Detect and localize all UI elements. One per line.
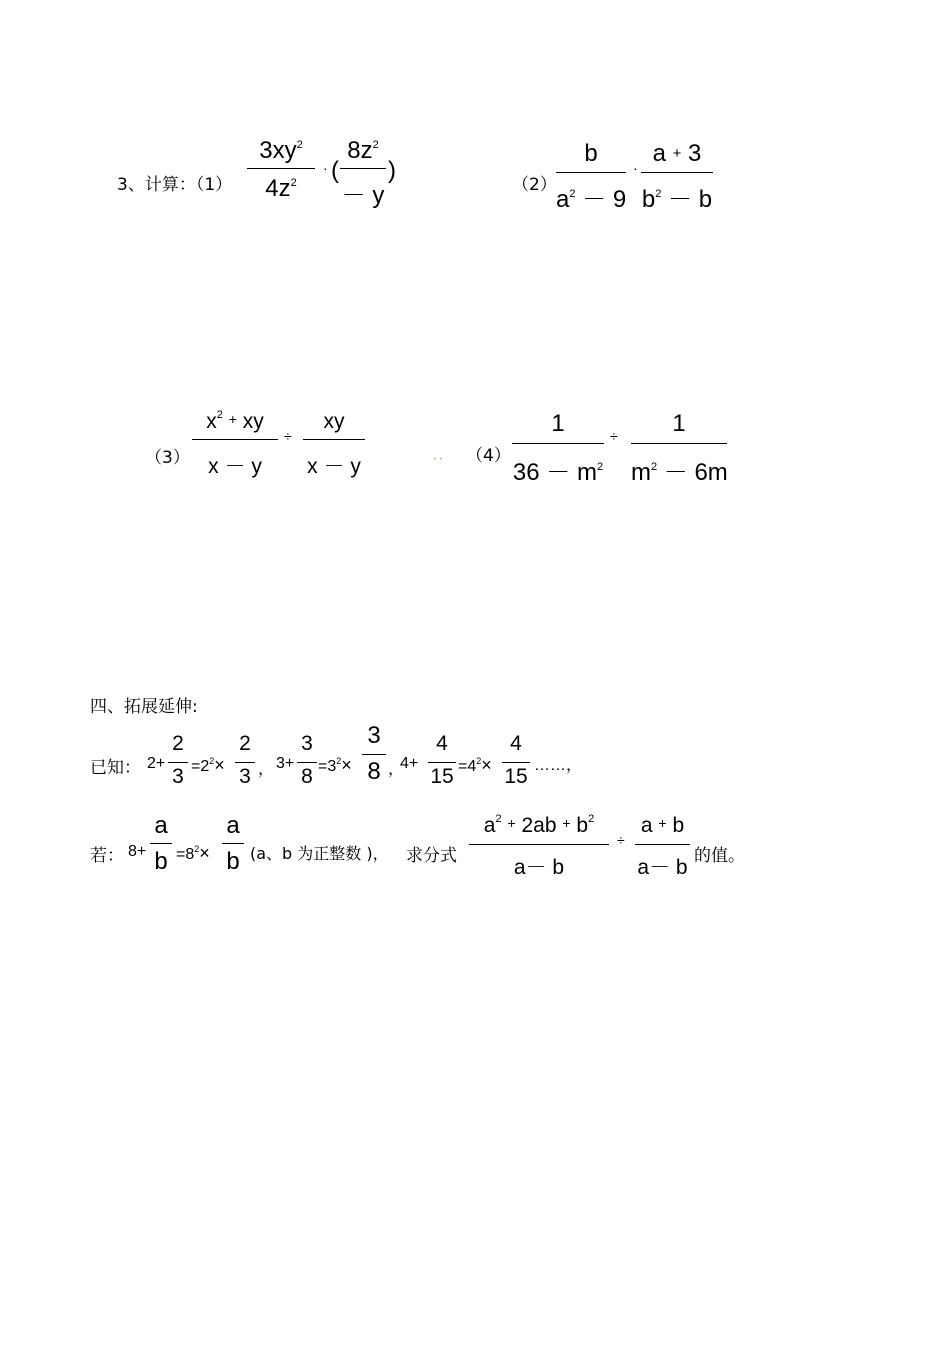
known-ellipsis: ……， — [534, 757, 583, 774]
if-div: ÷ — [617, 832, 625, 848]
if-eq: $=8^2\times$ — [176, 843, 210, 863]
known-e2-pre: 3+ — [276, 755, 295, 772]
known-e1-sep: ， — [258, 761, 275, 778]
known-e3-pre: 4+ — [400, 755, 419, 772]
known-e2-sep: ， — [388, 761, 405, 778]
p1-rparen: ) — [388, 157, 396, 184]
p3-div: ÷ — [284, 428, 292, 444]
if-frac-1: a b — [150, 812, 172, 882]
p1-fraction-1: $3xy^2$ $4z^2$ — [247, 135, 315, 210]
if-fraction-big: $a^2 + 2ab + b^2$ a－ b — [469, 812, 609, 882]
known-e3-frac-2: 4 15 — [502, 732, 530, 792]
known-e1-frac-1: 2 3 — [168, 732, 188, 792]
p4-div: ÷ — [610, 428, 618, 444]
p2-fraction-2: a + 3 $b^2 - b$ — [641, 140, 713, 213]
p3-fraction-2: xy x － y — [303, 405, 365, 480]
known-e2-eq: $=3^2\times$ — [318, 755, 352, 775]
p4-fraction-1: 1 $36 - m^2$ — [512, 410, 604, 486]
p4-fraction-2: 1 $m^2 - 6m$ — [631, 410, 728, 486]
if-frac-2: a b — [222, 812, 244, 882]
if-pre: 8+ — [128, 843, 147, 860]
known-e3-eq: $=4^2\times$ — [458, 755, 492, 775]
problem-3-label: 3、计算：（1） — [117, 175, 233, 195]
p1-lparen: ( — [331, 157, 339, 184]
known-e1-frac-2: 2 3 — [235, 732, 255, 792]
known-e1-pre: 2+ — [147, 755, 166, 772]
p2-label: （2） — [512, 175, 557, 195]
p4-label: （4） — [466, 446, 511, 466]
known-e2-frac-2: 3 8 — [362, 722, 386, 792]
p1-fraction-2: $8z^2$ － y — [341, 137, 385, 209]
if-condition: (a、b 为正整数 )， — [250, 844, 389, 863]
known-e1-eq: $=2^2\times$ — [191, 755, 225, 775]
p2-fraction-1: b $a^2 - 9$ — [556, 140, 627, 213]
known-e2-frac-1: 3 8 — [297, 732, 317, 792]
if-ask: 求分式 — [406, 846, 457, 866]
p3-label: （3） — [145, 448, 190, 468]
if-tail: 的值。 — [694, 846, 745, 866]
p3-fraction-1: $x^2$ + xy x － y — [192, 405, 278, 480]
section-4-heading: 四、拓展延伸: — [90, 697, 198, 717]
p1-dot: · — [323, 160, 328, 176]
p4-dots: ．． — [433, 448, 452, 462]
known-label: 已知： — [90, 758, 141, 778]
p2-dot: · — [633, 160, 638, 176]
if-label: 若： — [90, 846, 124, 866]
known-e3-frac-1: 4 15 — [428, 732, 456, 792]
if-fraction-small: a + b a－ b — [635, 812, 690, 882]
